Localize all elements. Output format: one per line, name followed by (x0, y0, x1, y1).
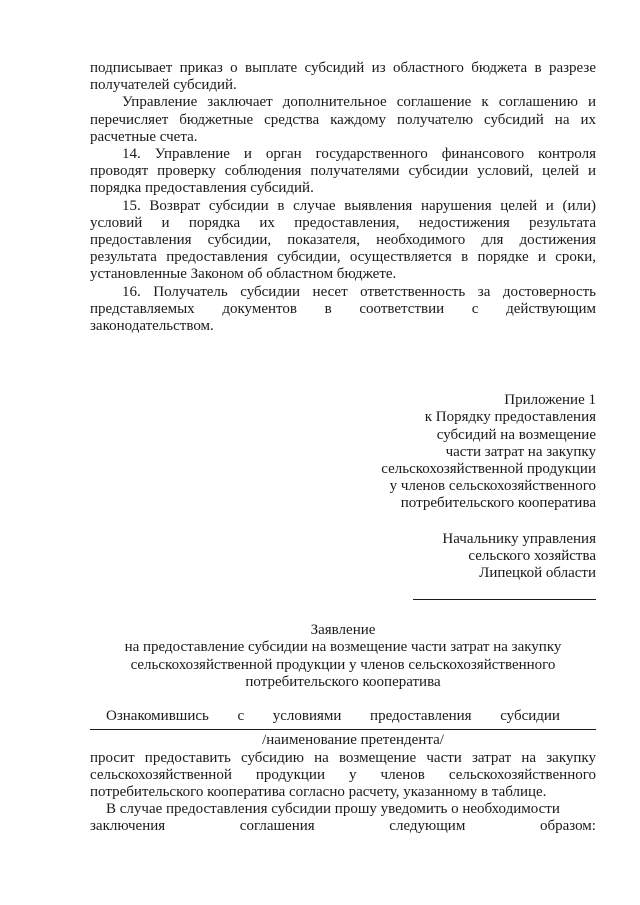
appendix-line: у членов сельскохозяйственного (389, 478, 596, 495)
applicant-name-line (90, 729, 596, 730)
statement-title-line: Заявление (310, 622, 376, 639)
acquaint-word: субсидии (500, 708, 560, 725)
addressee-line: сельского хозяйства (468, 547, 596, 564)
appendix-line: сельскохозяйственной продукции (381, 461, 596, 478)
notify-word: следующим (389, 818, 466, 835)
notify-word: соглашения (239, 818, 315, 835)
statement-title (90, 622, 596, 691)
applicant-name-caption: /наименование претендента/ (262, 732, 444, 749)
acquaint-word: предоставления (370, 708, 472, 725)
appendix-line: к Порядку предоставления (424, 409, 596, 426)
paragraph-payment-order: подписывает приказ о выплате субсидий из областного бюджета в разрезе получателей субсидий. (90, 60, 596, 94)
appendix-line: части затрат на закупку (445, 443, 596, 460)
paragraph-15-return: 15. Возврат субсидии в случае выявления нарушения целей и (или) условий и порядка их предоставления, недостижения результата предоставления субсидии, показателя, необходимого для достижения результата предоставления субсидии, осуществляется в порядке и сроки, установленные Законом об областном бюджете. (90, 197, 596, 283)
notify-word: образом: (539, 818, 596, 835)
appendix-header (90, 392, 596, 512)
addressee-line: Начальнику управления (442, 530, 596, 547)
paragraph-request: просит предоставить субсидию на возмещение части затрат на закупку сельскохозяйственной продукции у членов сельскохозяйственного потребительского кооператива согласно расчету, указанному в таблице. (90, 749, 596, 800)
addressee-line: Липецкой области (479, 565, 596, 582)
statement-title-line: потребительского кооператива (245, 673, 441, 690)
acquaint-line (90, 708, 596, 725)
notify-word: заключения (90, 818, 166, 835)
statement-title-line: на предоставление субсидии на возмещение части затрат на закупку (124, 639, 562, 656)
appendix-line: Приложение 1 (504, 392, 596, 409)
acquaint-word: Ознакомившись (106, 708, 209, 725)
paragraph-14-control: 14. Управление и орган государственного финансового контроля проводят проверку соблюдения получателями субсидии условий, целей и порядка предоставления субсидий. (90, 146, 596, 197)
appendix-line: субсидий на возмещение (436, 426, 596, 443)
statement-title-line: сельскохозяйственной продукции у членов сельскохозяйственного (130, 656, 556, 673)
notify-last-line (90, 818, 596, 835)
paragraph-notify: В случае предоставления субсидии прошу уведомить о необходимости (106, 801, 560, 818)
paragraph-16-responsibility: 16. Получатель субсидии несет ответственность за достоверность представляемых документов в соответствии с действующим законодательством. (90, 283, 596, 335)
applicant-signature-line (413, 599, 596, 600)
appendix-line: потребительского кооператива (400, 495, 596, 512)
addressee-block (90, 531, 596, 601)
acquaint-word: с (237, 708, 245, 725)
paragraph-additional-agreement: Управление заключает дополнительное соглашение к соглашению и перечисляет бюджетные средства каждому получателю субсидий на их расчетные счета. (90, 94, 596, 145)
acquaint-word: условиями (272, 708, 342, 725)
document-page (90, 60, 596, 836)
